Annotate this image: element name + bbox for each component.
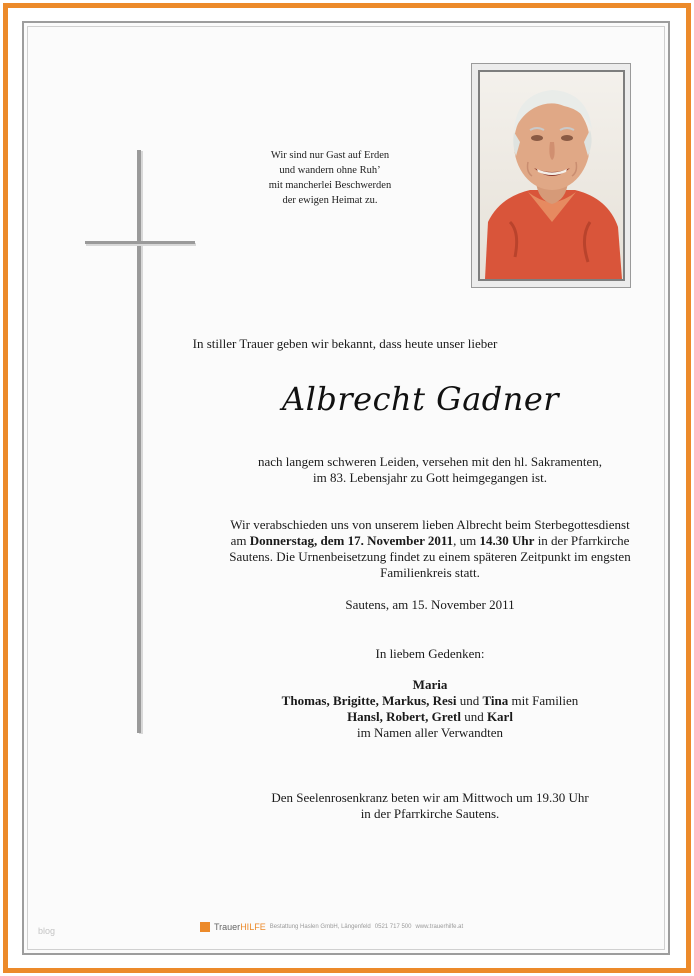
mourner-name: Tina xyxy=(482,693,509,708)
poem-line: der ewigen Heimat zu. xyxy=(282,195,378,206)
rosary-line: in der Pfarrkirche Sautens. xyxy=(360,806,500,821)
service-line: Sautens. Die Urnenbeisetzung findet zu einem späteren Zeitpunkt im engsten xyxy=(229,549,631,564)
watermark-text: blog xyxy=(38,926,56,936)
service-time: 14.30 Uhr xyxy=(479,533,535,548)
mourner-name: Karl xyxy=(486,709,513,724)
service-text: am xyxy=(230,533,250,548)
portrait-photo xyxy=(478,70,625,281)
service-text: , um xyxy=(453,533,480,548)
footer-phone: 0521 717 500 xyxy=(374,924,412,930)
service-line: Familienkreis statt. xyxy=(380,565,480,580)
mourner-line: Hansl, Robert, Gretl und Karl xyxy=(347,709,513,724)
footer-website[interactable]: www.trauerhilfe.at xyxy=(415,924,464,930)
mourner-line xyxy=(180,677,680,693)
mourners-list xyxy=(180,677,680,741)
poem-line: und wandern ohne Ruh’ xyxy=(279,165,381,176)
mourner-name: Brigitte xyxy=(332,693,376,708)
cross-icon-horizontal-bar xyxy=(85,241,195,244)
announcement-intro: In stiller Trauer geben wir bekannt, dass heute unser lieber xyxy=(192,336,498,351)
mourner-name: Robert xyxy=(386,709,426,724)
passing-line: nach langem schweren Leiden, versehen mit den hl. Sakramenten, xyxy=(257,454,602,469)
connector-text: und xyxy=(464,709,484,724)
mourner-name: Gretl xyxy=(431,709,461,724)
service-line xyxy=(170,533,690,549)
service-text: in der Pfarrkirche xyxy=(534,533,630,548)
connector-text: und xyxy=(459,693,480,708)
place-date: Sautens, am 15. November 2011 xyxy=(345,597,515,612)
rosary-notice xyxy=(180,790,680,822)
trauerhilfe-logo-icon xyxy=(200,922,210,932)
passing-line: im 83. Lebensjahr zu Gott heimgegangen ist. xyxy=(313,470,547,485)
mourner-name: Hansl xyxy=(347,709,380,724)
rosary-line: Den Seelenrosenkranz beten wir am Mittwoch um 19.30 Uhr xyxy=(271,790,589,805)
mourner-name: Resi xyxy=(432,693,457,708)
mourner-line: Thomas, Brigitte, Markus, Resi und Tina mit Familien xyxy=(281,693,579,708)
memorial-poem xyxy=(240,148,420,208)
poem-line: mit mancherlei Beschwerden xyxy=(268,180,392,191)
mourner-name: Maria xyxy=(412,677,448,692)
footer-credit xyxy=(200,920,520,934)
mourner-name: Thomas xyxy=(281,693,327,708)
poem-line: Wir sind nur Gast auf Erden xyxy=(270,150,390,161)
connector-text: mit Familien xyxy=(511,693,579,708)
service-notice xyxy=(170,517,690,581)
passing-notice xyxy=(180,454,680,486)
service-line: Wir verabschieden uns von unserem lieben Albrecht beim Sterbegottesdienst xyxy=(230,517,630,532)
service-date: Donnerstag, dem 17. November 2011 xyxy=(249,533,454,548)
deceased-name: Albrecht Gadner xyxy=(282,380,560,418)
mourner-name: Markus xyxy=(382,693,427,708)
footer-company: Bestattung Haslen GmbH, Längenfeld xyxy=(269,924,371,930)
remembrance-heading: In liebem Gedenken: xyxy=(375,646,485,661)
trauerhilfe-logo-text: TrauerHILFE xyxy=(214,922,266,932)
mourner-line: im Namen aller Verwandten xyxy=(357,725,503,740)
cross-icon-vertical-bar xyxy=(137,150,141,733)
